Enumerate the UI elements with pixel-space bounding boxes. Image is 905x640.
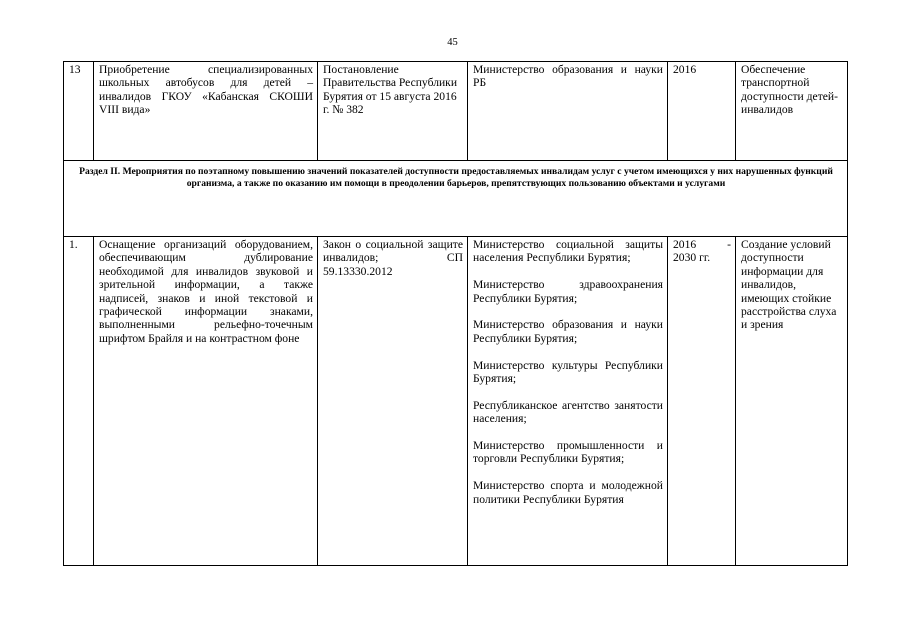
executors-cell <box>468 237 668 566</box>
row-number-cell: 1. <box>64 237 94 566</box>
executor-item: Республиканское агентство занятости населения; <box>473 398 663 426</box>
legal-act-cell: Постановление Правительства Республики Бурятия от 15 августа 2016 г. № 382 <box>318 62 468 161</box>
executor-item: Министерство социальной защиты населения Республики Бурятия; <box>473 238 663 265</box>
page-number: 45 <box>447 37 458 48</box>
measure-cell: Приобретение специализированных школьных автобусов для детей – инвалидов ГКОУ «Кабанская СКОШИ VIII вида» <box>94 62 318 161</box>
measure-cell: Оснащение организаций оборудованием, обеспечивающим дублирование необходимой для инвалидов звуковой и зрительной информации, а также надписей, знаков и иной текстовой и графической информации знаками, выполненными рельефно-точечным шрифтом Брайля и на контрастном фоне <box>94 237 318 566</box>
period-end: 2030 гг. <box>673 251 711 265</box>
period-dash: - <box>727 238 731 251</box>
executor-item: Министерство образования и науки Республики Бурятия; <box>473 318 663 345</box>
legal-act-cell: Закон о социальной защите инвалидов; СП 59.13330.2012 <box>318 237 468 566</box>
section-header-row <box>64 161 848 237</box>
period-start: 2016 <box>673 238 697 251</box>
executors-cell: Министерство образования и науки РБ <box>468 62 668 161</box>
row-number-cell: 13 <box>64 62 94 161</box>
executor-item: Министерство промышленности и торговли Республики Бурятия; <box>473 439 663 466</box>
table-row <box>64 237 848 566</box>
section-title: Раздел II. Мероприятия по поэтапному повышению значений показателей доступности предоставляемых инвалидам услуг с учетом имеющихся у них нарушенных функций организма, а также по оказанию им помощи в преодолении барьеров, препятствующих пользованию объектами и услугами <box>79 166 833 189</box>
section-header-cell <box>64 161 848 237</box>
period-cell <box>668 237 736 566</box>
action-plan-table <box>63 61 848 566</box>
executor-item: Министерство здравоохранения Республики Бурятия; <box>473 278 663 305</box>
executor-item: Министерство спорта и молодежной политики Республики Бурятия <box>473 479 663 506</box>
result-cell: Создание условий доступности информации для инвалидов, имеющих стойкие расстройства слуха и зрения <box>736 237 848 566</box>
executor-item: Министерство культуры Республики Бурятия; <box>473 358 663 386</box>
result-cell: Обеспечение транспортной доступности детей-инвалидов <box>736 62 848 161</box>
period-cell: 2016 <box>668 62 736 161</box>
period-range <box>673 238 731 251</box>
table-row <box>64 62 848 161</box>
